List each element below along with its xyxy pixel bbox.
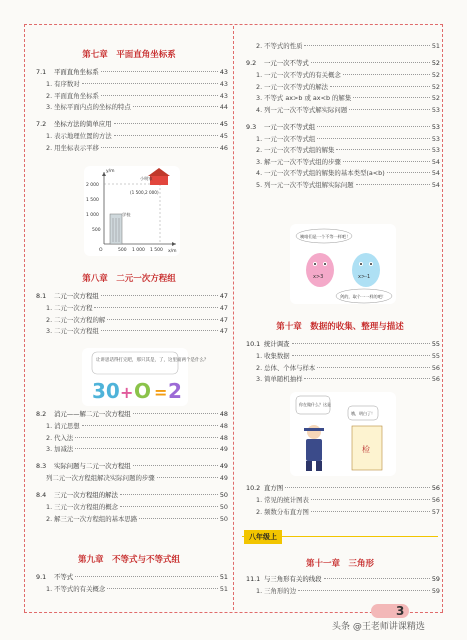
toc-entry bbox=[36, 80, 228, 88]
dot-leader bbox=[114, 135, 218, 136]
entry-label: 1. 表示地理位置的方法 bbox=[46, 132, 112, 140]
page-ref: 51 bbox=[219, 585, 228, 593]
entry-label: 3. 坐标平面内点的坐标的特点 bbox=[46, 103, 131, 111]
toc-entry bbox=[36, 316, 228, 324]
section-number: 8.4 bbox=[36, 491, 47, 499]
page-ref: 44 bbox=[219, 103, 228, 111]
page-ref: 51 bbox=[431, 42, 440, 50]
equation-speech-text: 让讲思话得打完吧，那只其是，了，这里面两个是什么？ bbox=[96, 358, 209, 363]
frame-left bbox=[24, 24, 25, 612]
y-tick-500: 500 bbox=[92, 228, 101, 233]
toc-entry bbox=[36, 491, 228, 499]
survey-picture bbox=[290, 392, 396, 476]
equation-equals: = bbox=[154, 383, 168, 402]
dot-leader bbox=[133, 413, 218, 414]
page-ref: 47 bbox=[219, 304, 228, 312]
page-ref: 50 bbox=[219, 514, 228, 523]
frame-right bbox=[442, 24, 443, 612]
entry-label: 2. 代入法 bbox=[46, 433, 74, 442]
page-ref: 50 bbox=[219, 503, 228, 511]
survey-bubble-2: 哦，明白了！ bbox=[351, 411, 375, 416]
section-number: 7.2 bbox=[36, 120, 47, 128]
survey-sign: 检 bbox=[362, 445, 370, 454]
entry-label: 一元一次不等式组 bbox=[264, 122, 316, 131]
x-unit: x/m bbox=[168, 249, 177, 254]
section-number: 8.3 bbox=[36, 462, 47, 470]
dot-leader bbox=[133, 106, 218, 107]
dot-leader bbox=[101, 71, 218, 72]
toc-entry bbox=[36, 434, 228, 442]
equation-plus: + bbox=[120, 383, 134, 402]
dot-leader bbox=[107, 588, 218, 589]
dot-leader bbox=[324, 578, 430, 579]
toc-entry bbox=[36, 132, 228, 140]
dot-leader bbox=[292, 355, 430, 356]
page-ref: 56 bbox=[431, 375, 440, 383]
house-label: 小明家 bbox=[140, 176, 153, 181]
entry-label: 1. 收集数据 bbox=[256, 352, 290, 360]
page-ref: 43 bbox=[219, 80, 228, 88]
dot-leader bbox=[343, 161, 430, 162]
entry-label: 1. 常见的统计图表 bbox=[256, 496, 309, 504]
toc-entry bbox=[36, 68, 228, 76]
toc-entry bbox=[246, 83, 440, 91]
dot-leader bbox=[353, 97, 430, 98]
page-ref: 47 bbox=[219, 327, 228, 335]
equation-illustration bbox=[82, 348, 209, 406]
toc-entry bbox=[36, 92, 228, 100]
dot-leader bbox=[311, 62, 430, 63]
dot-leader bbox=[317, 138, 430, 139]
section-number: 7.1 bbox=[36, 68, 47, 76]
toc-entry bbox=[246, 340, 440, 348]
entry-label: 坐标方法的简单应用 bbox=[54, 120, 112, 128]
dot-leader bbox=[311, 511, 430, 512]
entry-label: 实际问题与二元一次方程组 bbox=[54, 462, 131, 470]
page-ref: 49 bbox=[219, 462, 228, 470]
toc-entry bbox=[36, 304, 228, 312]
dot-leader bbox=[75, 576, 218, 577]
page-ref: 59 bbox=[431, 575, 440, 583]
page-ref: 52 bbox=[431, 71, 440, 79]
entry-label: 1. 二元一次方程 bbox=[46, 304, 93, 312]
entry-label: 2. 平面直角坐标系 bbox=[46, 91, 99, 100]
dot-leader bbox=[317, 367, 430, 368]
page-ref: 59 bbox=[431, 587, 440, 595]
toc-entry bbox=[246, 123, 440, 131]
toc-entry bbox=[246, 587, 440, 595]
figure-left-label: x>3 bbox=[313, 274, 324, 280]
page-ref: 47 bbox=[219, 315, 228, 324]
column-divider bbox=[233, 26, 234, 610]
page-ref: 43 bbox=[219, 68, 228, 76]
dot-leader bbox=[311, 499, 430, 500]
page-ref: 50 bbox=[219, 491, 228, 499]
entry-label: 2. 一元一次不等式的解法 bbox=[256, 82, 329, 91]
entry-label: 3. 简单随机抽样 bbox=[256, 375, 303, 383]
chapter-7-title: 第七章 平面直角坐标系 bbox=[82, 50, 176, 60]
x-tick-1000: 1 000 bbox=[132, 248, 145, 253]
dot-leader bbox=[139, 518, 218, 519]
page-ref: 49 bbox=[219, 474, 228, 482]
entry-label: 1. 不等式的有关概念 bbox=[46, 585, 106, 593]
equation-picture bbox=[82, 348, 209, 406]
y-tick-1000: 1 000 bbox=[86, 213, 99, 218]
dot-leader bbox=[107, 319, 218, 320]
section-number: 8.1 bbox=[36, 292, 47, 300]
x-tick-origin: O bbox=[99, 248, 103, 253]
dot-leader bbox=[94, 307, 217, 308]
section-number: 9.1 bbox=[36, 573, 47, 581]
section-number: 9.2 bbox=[246, 59, 257, 67]
entry-label: 1. 一元一次不等式组 bbox=[256, 134, 316, 143]
entry-label: 2. 二元一次方程的解 bbox=[46, 315, 106, 324]
toc-entry bbox=[246, 575, 440, 583]
dot-leader bbox=[285, 487, 430, 488]
entry-label: 2. 解三元一次方程组的基本思路 bbox=[46, 514, 138, 523]
page-ref: 48 bbox=[219, 433, 228, 442]
dot-leader bbox=[75, 448, 218, 449]
page-number: 3 bbox=[396, 604, 405, 618]
equation-term-c: 2 bbox=[168, 379, 182, 403]
dot-leader bbox=[75, 437, 218, 438]
section-number: 8.2 bbox=[36, 410, 47, 418]
page-ref: 45 bbox=[219, 132, 228, 140]
page-ref: 56 bbox=[431, 496, 440, 504]
entry-label: 2. 总体、个体与样本 bbox=[256, 363, 316, 372]
inequality-illustration bbox=[290, 224, 396, 304]
page-ref: 56 bbox=[431, 363, 440, 372]
dot-leader bbox=[101, 95, 218, 96]
toc-entry bbox=[246, 181, 440, 189]
toc-entry bbox=[36, 474, 228, 482]
page-ref: 52 bbox=[431, 82, 440, 91]
entry-label: 平面直角坐标系 bbox=[54, 68, 99, 76]
page-ref: 47 bbox=[219, 292, 228, 300]
page-ref: 53 bbox=[431, 134, 440, 143]
figure-right-label: x>-1 bbox=[358, 274, 371, 280]
toc-entry bbox=[36, 292, 228, 300]
entry-label: 二元一次方程组 bbox=[54, 292, 99, 300]
page-ref: 55 bbox=[431, 340, 440, 348]
chapter-8-title: 第八章 二元一次方程组 bbox=[82, 274, 176, 284]
chapter-11-title: 第十一章 三角形 bbox=[305, 559, 374, 569]
entry-label: 1. 三角形的边 bbox=[256, 587, 297, 595]
dot-leader bbox=[133, 465, 218, 466]
entry-label: 与三角形有关的线段 bbox=[264, 575, 322, 583]
toc-entry bbox=[36, 515, 228, 523]
section-number: 10.2 bbox=[246, 484, 261, 492]
dot-leader bbox=[101, 330, 218, 331]
house-coordinate: (1 500,2 000) bbox=[130, 190, 159, 195]
page-ref: 48 bbox=[219, 410, 228, 418]
toc-entry bbox=[246, 352, 440, 360]
toc-entry bbox=[36, 144, 228, 152]
equation-term-b: O bbox=[134, 379, 152, 403]
y-tick-2000: 2 000 bbox=[86, 183, 99, 188]
coordinate-plot bbox=[84, 166, 180, 256]
toc-entry bbox=[246, 508, 440, 516]
page-ref: 53 bbox=[431, 105, 440, 114]
page-ref: 54 bbox=[431, 169, 440, 177]
inequality-bubble-2: 剑的，取个一一样的吧！ bbox=[340, 294, 387, 299]
y-unit: y/m bbox=[106, 169, 115, 174]
toc-entry bbox=[246, 169, 440, 177]
entry-label: 不等式 bbox=[54, 573, 74, 581]
page-ref: 57 bbox=[431, 507, 440, 516]
section-number: 11.1 bbox=[246, 575, 261, 583]
toc-entry bbox=[36, 410, 228, 418]
survey-bubble-1: 你在做什么？这是 bbox=[299, 402, 331, 407]
dot-leader bbox=[387, 172, 430, 173]
entry-label: 直方图 bbox=[264, 484, 284, 492]
dot-leader bbox=[349, 109, 430, 110]
dot-leader bbox=[304, 378, 429, 379]
toc-entry bbox=[246, 59, 440, 67]
dot-leader bbox=[114, 123, 218, 124]
dot-leader bbox=[343, 74, 430, 75]
section-number: 9.3 bbox=[246, 122, 257, 131]
page-ref: 56 bbox=[431, 484, 440, 492]
entry-label: 2. 用坐标表示平移 bbox=[46, 143, 99, 152]
entry-label: 4. 列一元一次不等式解实际问题 bbox=[256, 105, 348, 114]
entry-label: 3. 不等式 ax>b 或 ax<b 的解集 bbox=[256, 94, 352, 102]
entry-label: 3. 解一元一次不等式组的步骤 bbox=[256, 157, 341, 166]
toc-entry bbox=[36, 503, 228, 511]
page-ref: 54 bbox=[431, 180, 440, 189]
school-label: 学校 bbox=[122, 212, 131, 217]
toc-entry bbox=[246, 158, 440, 166]
chapter-9-title: 第九章 不等式与不等式组 bbox=[77, 555, 180, 565]
dot-leader bbox=[330, 86, 430, 87]
dot-leader bbox=[336, 149, 429, 150]
x-tick-1500: 1 500 bbox=[150, 248, 163, 253]
toc-entry bbox=[36, 327, 228, 335]
page-ref: 52 bbox=[431, 94, 440, 102]
page-ref: 51 bbox=[219, 573, 228, 581]
page-ref: 49 bbox=[219, 445, 228, 453]
page-ref: 45 bbox=[219, 120, 228, 128]
toc-entry bbox=[246, 364, 440, 372]
dot-leader bbox=[157, 477, 218, 478]
coordinate-illustration bbox=[84, 166, 180, 256]
entry-label: 1. 一元一次不等式的有关概念 bbox=[256, 71, 341, 79]
page-ref: 43 bbox=[219, 91, 228, 100]
dot-leader bbox=[82, 425, 218, 426]
entry-label: 2. 不等式的性质 bbox=[256, 42, 303, 50]
page-ref: 52 bbox=[431, 59, 440, 67]
page-ref: 53 bbox=[431, 122, 440, 131]
dot-leader bbox=[298, 590, 430, 591]
inequality-picture bbox=[290, 224, 396, 304]
dot-leader bbox=[292, 343, 430, 344]
toc-entry bbox=[246, 135, 440, 143]
y-tick-1500: 1 500 bbox=[86, 198, 99, 203]
page-ref: 55 bbox=[431, 352, 440, 360]
entry-label: 列二元一次方程组解决实际问题的步骤 bbox=[46, 474, 155, 482]
toc-entry bbox=[246, 106, 440, 114]
entry-label: 2. 频数分布直方图 bbox=[256, 507, 309, 516]
entry-label: 3. 加减法 bbox=[46, 445, 74, 453]
inequality-bubble-1: 咦咱们是一个不等一样吧！ bbox=[300, 234, 351, 239]
toc-entry bbox=[246, 146, 440, 154]
toc-entry bbox=[36, 573, 228, 581]
entry-label: 三元一次方程组的解法 bbox=[54, 491, 118, 499]
toc-entry bbox=[36, 585, 228, 593]
toc-entry bbox=[36, 422, 228, 430]
toc-entry bbox=[36, 462, 228, 470]
toc-entry bbox=[246, 496, 440, 504]
dot-leader bbox=[304, 45, 429, 46]
toc-entry bbox=[36, 445, 228, 453]
watermark: 头条 @王老师讲课精选 bbox=[332, 622, 425, 632]
entry-label: 5. 列一元一次不等式组解实际问题 bbox=[256, 180, 354, 189]
entry-label: 1. 消元思想 bbox=[46, 422, 80, 430]
toc-entry bbox=[246, 71, 440, 79]
toc-entry bbox=[36, 103, 228, 111]
entry-label: 1. 三元一次方程组的概念 bbox=[46, 503, 119, 511]
survey-illustration bbox=[290, 392, 396, 476]
section-number: 10.1 bbox=[246, 340, 261, 348]
toc-entry bbox=[246, 484, 440, 492]
toc-entry bbox=[246, 375, 440, 383]
entry-label: 3. 二元一次方程组 bbox=[46, 327, 99, 335]
page-ref: 46 bbox=[219, 143, 228, 152]
toc-entry bbox=[246, 94, 440, 102]
entry-label: 一元一次不等式 bbox=[264, 59, 309, 67]
dot-leader bbox=[101, 295, 218, 296]
toc-entry bbox=[246, 42, 440, 50]
toc-entry bbox=[36, 120, 228, 128]
dot-leader bbox=[101, 147, 218, 148]
dot-leader bbox=[356, 184, 430, 185]
grade-tag: 八年级上 bbox=[244, 530, 282, 544]
entry-label: 统计调查 bbox=[264, 340, 290, 348]
page-ref: 53 bbox=[431, 146, 440, 154]
page-ref: 48 bbox=[219, 422, 228, 430]
entry-label: 2. 一元一次不等式组的解集 bbox=[256, 146, 335, 154]
equation-term-a: 30 bbox=[92, 379, 120, 403]
dot-leader bbox=[120, 494, 218, 495]
dot-leader bbox=[317, 126, 430, 127]
page-ref: 54 bbox=[431, 157, 440, 166]
dot-leader bbox=[82, 83, 218, 84]
dot-leader bbox=[120, 506, 218, 507]
entry-label: 1. 有序数对 bbox=[46, 80, 80, 88]
x-tick-500: 500 bbox=[118, 248, 127, 253]
entry-label: 4. 一元一次不等式组的解集的基本类型(a<b) bbox=[256, 169, 385, 177]
entry-label: 消元——解二元一次方程组 bbox=[54, 410, 131, 418]
chapter-10-title: 第十章 数据的收集、整理与描述 bbox=[276, 322, 404, 332]
